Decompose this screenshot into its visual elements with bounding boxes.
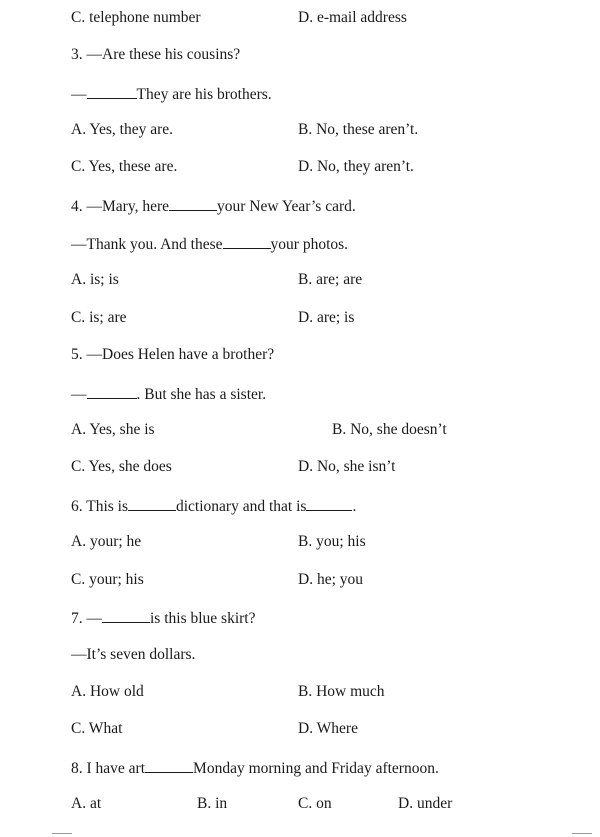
q8-option-c: C. on <box>298 795 332 812</box>
q6-option-a: A. your; he <box>71 533 142 550</box>
q3-reply <box>71 83 272 105</box>
q3-option-a: A. Yes, they are. <box>71 121 174 138</box>
q3-option-c: C. Yes, these are. <box>71 158 178 175</box>
q4-reply <box>71 233 348 255</box>
q8-question <box>71 757 439 779</box>
q4-option-b: B. are; are <box>298 271 363 288</box>
q7-part2: is this blue skirt? <box>150 610 256 627</box>
q5-reply <box>71 383 266 405</box>
q3-option-b: B. No, these aren’t. <box>298 121 419 138</box>
q7-option-d: D. Where <box>298 720 358 737</box>
q7-blank <box>102 607 150 623</box>
q5-option-d: D. No, she isn’t <box>298 458 396 475</box>
q8-blank <box>145 757 193 773</box>
q5-option-b: B. No, she doesn’t <box>332 421 447 438</box>
q4-reply1: —Thank you. And these <box>71 236 223 253</box>
q6-part1: 6. This is <box>71 498 128 515</box>
q4-option-d: D. are; is <box>298 309 355 326</box>
q4-blank-1 <box>169 195 217 211</box>
q6-part2: dictionary and that is <box>176 498 307 515</box>
q4-part1: 4. —Mary, here <box>71 198 169 215</box>
q3-option-d: D. No, they aren’t. <box>298 158 414 175</box>
q7-question <box>71 607 255 629</box>
q7-part1: 7. — <box>71 610 102 627</box>
q4-option-c: C. is; are <box>71 309 127 326</box>
q6-blank-1 <box>128 495 176 511</box>
q4-blank-2 <box>223 233 271 249</box>
q8-option-d: D. under <box>398 795 453 812</box>
q4-part2: your New Year’s card. <box>217 198 356 215</box>
q5-blank <box>87 383 137 399</box>
q5-question: 5. —Does Helen have a brother? <box>71 346 275 363</box>
q7-option-a: A. How old <box>71 683 144 700</box>
q3-blank <box>87 83 137 99</box>
q6-part3: . <box>352 498 357 515</box>
page-corner-mark-left <box>52 833 72 834</box>
q5-option-a: A. Yes, she is <box>71 421 155 438</box>
q5-reply-suffix: . But she has a sister. <box>136 386 267 403</box>
q3-reply-prefix: — <box>71 86 87 103</box>
q7-option-b: B. How much <box>298 683 385 700</box>
q2-option-d: D. e-mail address <box>298 9 407 26</box>
q3-question: 3. —Are these his cousins? <box>71 46 241 63</box>
q7-option-c: C. What <box>71 720 123 737</box>
q3-reply-suffix: They are his brothers. <box>136 86 272 103</box>
q7-reply: —It’s seven dollars. <box>71 646 196 663</box>
q8-option-a: A. at <box>71 795 102 812</box>
q6-option-c: C. your; his <box>71 571 144 588</box>
q2-option-c: C. telephone number <box>71 9 201 26</box>
q8-part1: 8. I have art <box>71 760 146 777</box>
q4-question <box>71 195 356 217</box>
q8-part2: Monday morning and Friday afternoon. <box>193 760 439 777</box>
q6-blank-2 <box>306 495 352 511</box>
q4-option-a: A. is; is <box>71 271 119 288</box>
q6-option-d: D. he; you <box>298 571 364 588</box>
q6-option-b: B. you; his <box>298 533 366 550</box>
q8-option-b: B. in <box>197 795 228 812</box>
page-corner-mark-right <box>572 833 592 834</box>
q5-option-c: C. Yes, she does <box>71 458 172 475</box>
q6-question <box>71 495 356 517</box>
q4-reply2: your photos. <box>270 236 349 253</box>
q5-reply-prefix: — <box>71 386 87 403</box>
